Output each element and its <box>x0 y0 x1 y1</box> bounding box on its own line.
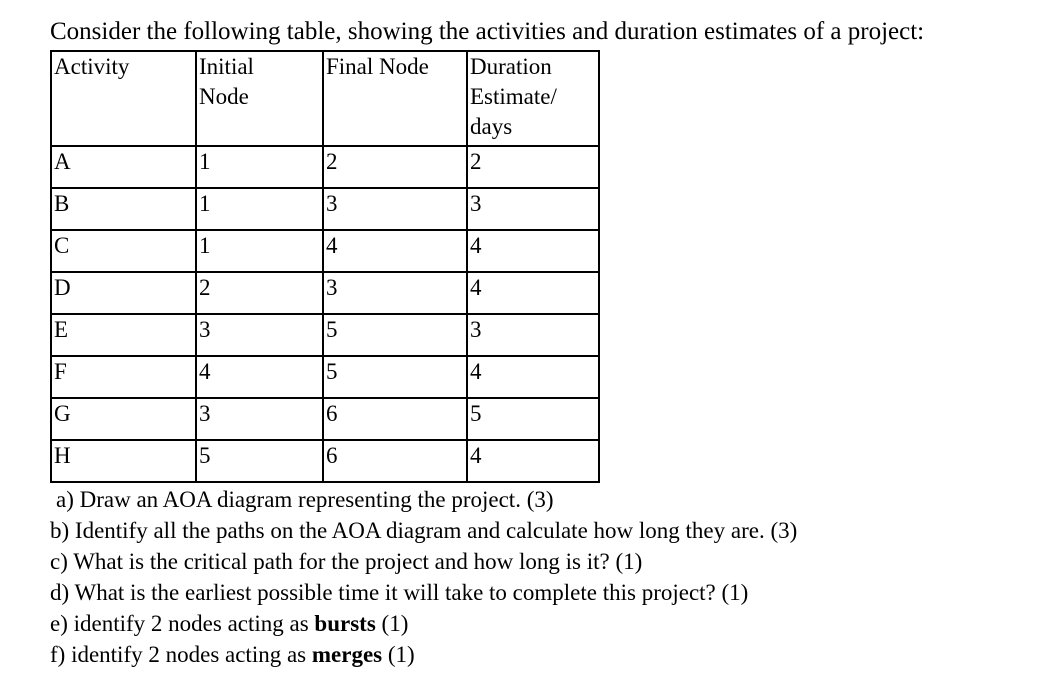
cell-activity: D <box>51 272 196 314</box>
header-activity-line: Activity <box>54 54 130 79</box>
cell-duration: 4 <box>467 230 599 272</box>
activity-table <box>50 50 600 483</box>
cell-duration: 4 <box>467 356 599 398</box>
question-b: b) Identify all the paths on the AOA diagram and calculate how long they are. (3) <box>50 518 798 543</box>
question-d: d) What is the earliest possible time it will take to complete this project? (1) <box>50 580 749 605</box>
cell-initial-node: 4 <box>196 356 323 398</box>
question-f-text: f) identify 2 nodes acting as <box>50 642 312 667</box>
cell-initial-node: 1 <box>196 188 323 230</box>
table-header-row <box>51 51 599 146</box>
header-initial-node <box>196 51 323 146</box>
table-row <box>51 398 599 440</box>
cell-final-node: 5 <box>323 314 467 356</box>
header-final-node-line: Final Node <box>326 54 429 79</box>
question-e-keyword: bursts <box>314 611 376 636</box>
cell-final-node: 3 <box>323 272 467 314</box>
question-e <box>50 608 797 639</box>
question-e-marks: (1) <box>375 611 409 636</box>
table-row <box>51 188 599 230</box>
cell-final-node: 6 <box>323 398 467 440</box>
cell-activity: H <box>51 440 196 482</box>
question-f-marks: (1) <box>382 642 415 667</box>
table-row <box>51 314 599 356</box>
cell-initial-node: 2 <box>196 272 323 314</box>
cell-duration: 3 <box>467 314 599 356</box>
cell-duration: 4 <box>467 440 599 482</box>
question-a: a) Draw an AOA diagram representing the project. (3) <box>56 487 554 512</box>
cell-activity: E <box>51 314 196 356</box>
header-duration-line-3: days <box>470 114 513 139</box>
intro-text: Consider the following table, showing the activities and duration estimates of a project: <box>50 18 925 45</box>
header-initial-node-line-1: Initial <box>199 54 254 79</box>
cell-initial-node: 3 <box>196 398 323 440</box>
cell-initial-node: 1 <box>196 230 323 272</box>
cell-activity: B <box>51 188 196 230</box>
cell-activity: G <box>51 398 196 440</box>
cell-activity: C <box>51 230 196 272</box>
table-row <box>51 440 599 482</box>
table-row <box>51 230 599 272</box>
cell-activity: A <box>51 146 196 188</box>
cell-initial-node: 1 <box>196 146 323 188</box>
table-row <box>51 272 599 314</box>
header-activity <box>51 51 196 146</box>
cell-final-node: 2 <box>323 146 467 188</box>
cell-final-node: 4 <box>323 230 467 272</box>
header-duration-line-1: Duration <box>470 54 552 79</box>
cell-duration: 3 <box>467 188 599 230</box>
table-row <box>51 146 599 188</box>
cell-duration: 5 <box>467 398 599 440</box>
header-duration-line-2: Estimate/ <box>470 84 557 109</box>
question-list <box>50 484 797 670</box>
cell-duration: 2 <box>467 146 599 188</box>
cell-final-node: 6 <box>323 440 467 482</box>
cell-final-node: 5 <box>323 356 467 398</box>
question-e-text: e) identify 2 nodes acting as <box>50 611 315 636</box>
question-f <box>50 639 797 670</box>
table-row <box>51 356 599 398</box>
header-initial-node-line-2: Node <box>199 84 249 109</box>
question-f-keyword: merges <box>311 642 383 667</box>
cell-duration: 4 <box>467 272 599 314</box>
header-final-node <box>323 51 467 146</box>
cell-activity: F <box>51 356 196 398</box>
cell-final-node: 3 <box>323 188 467 230</box>
cell-initial-node: 5 <box>196 440 323 482</box>
cell-initial-node: 3 <box>196 314 323 356</box>
question-c: c) What is the critical path for the project and how long is it? (1) <box>50 549 643 574</box>
header-duration <box>467 51 599 146</box>
